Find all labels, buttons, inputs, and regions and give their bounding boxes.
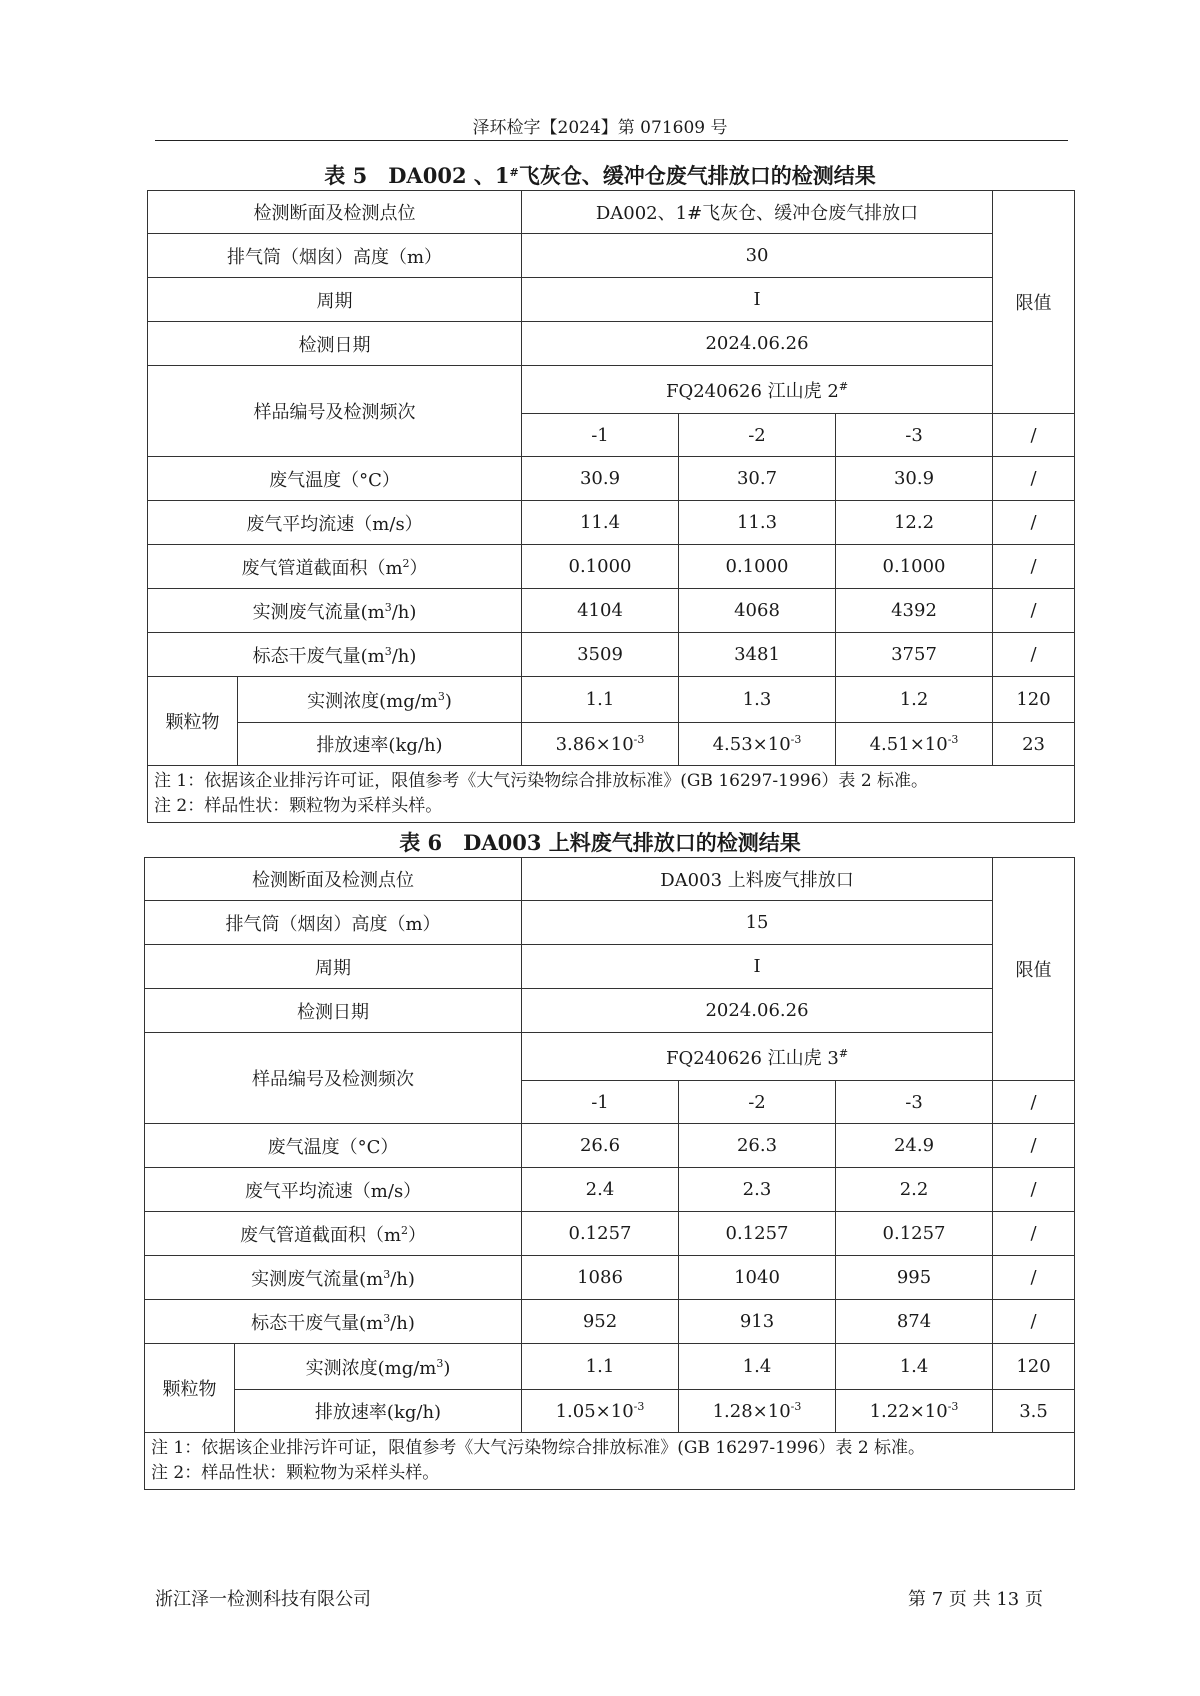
caption-text: 表 6 DA003 上料废气排放口的检测结果 <box>399 830 801 855</box>
table-row <box>148 545 1075 589</box>
temp-1: 26.6 <box>522 1124 679 1168</box>
table-notes <box>148 766 1075 823</box>
conc-3: 1.4 <box>836 1344 993 1390</box>
rate-base: 4.53×10 <box>712 733 791 755</box>
document-number: 泽环检字【2024】第 071609 号 <box>472 118 728 138</box>
table-row <box>145 945 1075 989</box>
std-flow-1: 952 <box>522 1300 679 1344</box>
table-row <box>148 501 1075 545</box>
label-limit: 限值 <box>993 191 1075 414</box>
rate-1 <box>522 1390 679 1433</box>
limit-slash: / <box>993 589 1075 633</box>
value-sample <box>522 366 993 414</box>
table-row <box>145 1390 1075 1433</box>
label-rate: 排放速率(kg/h) <box>238 723 522 766</box>
sample-id: FQ240626 江山虎 3 <box>665 1047 839 1069</box>
velocity-1: 2.4 <box>522 1168 679 1212</box>
sample-id: FQ240626 江山虎 2 <box>665 380 839 402</box>
limit-slash: / <box>993 545 1075 589</box>
table-row <box>145 858 1075 901</box>
note-2: 注 2：样品性状：颗粒物为采样头样。 <box>151 1463 440 1483</box>
limit-slash: / <box>993 1168 1075 1212</box>
table-row <box>148 723 1075 766</box>
label-point: 检测断面及检测点位 <box>145 858 522 901</box>
conc-sup: 3 <box>436 1356 444 1370</box>
label-flow <box>145 1256 522 1300</box>
flow-1: 4104 <box>522 589 679 633</box>
temp-3: 24.9 <box>836 1124 993 1168</box>
label-area <box>148 545 522 589</box>
area-label-text: 废气管道截面积（m <box>239 1224 402 1246</box>
note-1: 注 1：依据该企业排污许可证，限值参考《大气污染物综合排放标准》(GB 16297-1996）表 2 标准。 <box>154 771 929 791</box>
std-flow-3: 874 <box>836 1300 993 1344</box>
table-notes <box>145 1433 1075 1490</box>
table-row <box>145 1033 1075 1081</box>
std-label-suffix: /h) <box>390 1312 415 1334</box>
velocity-3: 12.2 <box>836 501 993 545</box>
rate-2 <box>679 1390 836 1433</box>
std-label-text: 标态干废气量(m <box>252 645 385 667</box>
temp-1: 30.9 <box>522 457 679 501</box>
label-rate: 排放速率(kg/h) <box>235 1390 522 1433</box>
freq-3: -3 <box>836 414 993 457</box>
note-1: 注 1：依据该企业排污许可证，限值参考《大气污染物综合排放标准》(GB 16297-1996）表 2 标准。 <box>151 1438 926 1458</box>
rate-base: 3.86×10 <box>555 733 634 755</box>
table-row <box>148 677 1075 723</box>
velocity-2: 11.3 <box>679 501 836 545</box>
rate-exp: -3 <box>790 732 802 746</box>
flow-sup: 3 <box>384 600 392 614</box>
rate-base: 1.05×10 <box>555 1400 634 1422</box>
label-flow <box>148 589 522 633</box>
label-point: 检测断面及检测点位 <box>148 191 522 234</box>
rate-3 <box>836 723 993 766</box>
label-conc <box>235 1344 522 1390</box>
label-date: 检测日期 <box>145 989 522 1033</box>
label-temp: 废气温度（°C） <box>145 1124 522 1168</box>
limit-slash: / <box>993 457 1075 501</box>
value-point: DA003 上料废气排放口 <box>522 858 993 901</box>
label-particulate: 颗粒物 <box>145 1344 235 1433</box>
table-row <box>148 589 1075 633</box>
conc-label-suffix: ) <box>444 690 452 712</box>
label-conc <box>238 677 522 723</box>
area-label-suffix: ） <box>409 557 428 579</box>
table-row <box>148 457 1075 501</box>
limit-slash: / <box>993 501 1075 545</box>
rate-limit: 23 <box>993 723 1075 766</box>
results-table-6 <box>144 857 1075 1490</box>
table-row <box>145 989 1075 1033</box>
sample-sup: # <box>838 379 849 393</box>
table-row <box>148 366 1075 414</box>
freq-1: -1 <box>522 1081 679 1124</box>
area-label-suffix: ） <box>408 1224 427 1246</box>
area-3: 0.1000 <box>836 545 993 589</box>
label-height: 排气筒（烟囱）高度（m） <box>148 234 522 278</box>
area-2: 0.1000 <box>679 545 836 589</box>
conc-limit: 120 <box>993 677 1075 723</box>
note-2: 注 2：样品性状：颗粒物为采样头样。 <box>154 796 443 816</box>
velocity-2: 2.3 <box>679 1168 836 1212</box>
conc-limit: 120 <box>993 1344 1075 1390</box>
table-row <box>145 1300 1075 1344</box>
conc-1: 1.1 <box>522 677 679 723</box>
freq-1: -1 <box>522 414 679 457</box>
area-3: 0.1257 <box>836 1212 993 1256</box>
header-divider <box>155 140 1068 141</box>
area-label-text: 废气管道截面积（m <box>241 557 403 579</box>
limit-slash: / <box>993 414 1075 457</box>
flow-2: 4068 <box>679 589 836 633</box>
table-row <box>148 322 1075 366</box>
results-table-5 <box>147 190 1075 823</box>
label-temp: 废气温度（°C） <box>148 457 522 501</box>
conc-label-text: 实测浓度(mg/m <box>305 1357 437 1379</box>
conc-3: 1.2 <box>836 677 993 723</box>
std-flow-3: 3757 <box>836 633 993 677</box>
rate-limit: 3.5 <box>993 1390 1075 1433</box>
company-name: 浙江泽一检测科技有限公司 <box>155 1589 371 1610</box>
std-label-text: 标态干废气量(m <box>251 1312 384 1334</box>
value-date: 2024.06.26 <box>522 989 993 1033</box>
std-flow-1: 3509 <box>522 633 679 677</box>
conc-2: 1.3 <box>679 677 836 723</box>
area-sup: 2 <box>401 1223 409 1237</box>
label-std-flow <box>145 1300 522 1344</box>
sample-sup: # <box>838 1046 849 1060</box>
table-row <box>145 1344 1075 1390</box>
caption-text: 表 5 DA002 、1 <box>324 163 510 188</box>
conc-2: 1.4 <box>679 1344 836 1390</box>
area-sup: 2 <box>402 556 410 570</box>
flow-label-text: 实测废气流量(m <box>251 1268 384 1290</box>
label-area <box>145 1212 522 1256</box>
label-velocity: 废气平均流速（m/s） <box>148 501 522 545</box>
rate-exp: -3 <box>947 732 959 746</box>
label-limit: 限值 <box>993 858 1075 1081</box>
rate-exp: -3 <box>633 1399 645 1413</box>
conc-label-text: 实测浓度(mg/m <box>307 690 438 712</box>
area-2: 0.1257 <box>679 1212 836 1256</box>
flow-3: 995 <box>836 1256 993 1300</box>
std-label-suffix: /h) <box>391 645 417 667</box>
table-row <box>145 1212 1075 1256</box>
flow-label-suffix: /h) <box>390 1268 415 1290</box>
std-flow-2: 3481 <box>679 633 836 677</box>
table-row <box>145 901 1075 945</box>
std-sup: 3 <box>383 1311 391 1325</box>
conc-1: 1.1 <box>522 1344 679 1390</box>
freq-2: -2 <box>679 1081 836 1124</box>
table-row <box>145 1256 1075 1300</box>
label-sample: 样品编号及检测频次 <box>148 366 522 457</box>
conc-sup: 3 <box>437 689 445 703</box>
table-row <box>145 1124 1075 1168</box>
table-row <box>148 278 1075 322</box>
flow-sup: 3 <box>383 1267 391 1281</box>
notes-cell <box>145 1433 1075 1490</box>
value-period: I <box>522 278 993 322</box>
freq-3: -3 <box>836 1081 993 1124</box>
flow-2: 1040 <box>679 1256 836 1300</box>
limit-slash: / <box>993 1256 1075 1300</box>
caption-text-suffix: 飞灰仓、缓冲仓废气排放口的检测结果 <box>518 163 876 188</box>
label-period: 周期 <box>148 278 522 322</box>
page-number: 第 7 页 共 13 页 <box>908 1589 1043 1610</box>
rate-3 <box>836 1390 993 1433</box>
limit-slash: / <box>993 1212 1075 1256</box>
notes-cell <box>148 766 1075 823</box>
velocity-1: 11.4 <box>522 501 679 545</box>
flow-label-text: 实测废气流量(m <box>252 601 385 623</box>
table-row <box>148 234 1075 278</box>
area-1: 0.1257 <box>522 1212 679 1256</box>
temp-2: 30.7 <box>679 457 836 501</box>
rate-base: 1.22×10 <box>869 1400 948 1422</box>
rate-1 <box>522 723 679 766</box>
velocity-3: 2.2 <box>836 1168 993 1212</box>
label-height: 排气筒（烟囱）高度（m） <box>145 901 522 945</box>
flow-label-suffix: /h) <box>391 601 417 623</box>
value-sample <box>522 1033 993 1081</box>
table-row <box>145 1168 1075 1212</box>
std-sup: 3 <box>384 644 392 658</box>
flow-3: 4392 <box>836 589 993 633</box>
label-std-flow <box>148 633 522 677</box>
table-row <box>148 191 1075 234</box>
limit-slash: / <box>993 1124 1075 1168</box>
conc-label-suffix: ) <box>443 1357 451 1379</box>
rate-exp: -3 <box>790 1399 802 1413</box>
label-period: 周期 <box>145 945 522 989</box>
temp-3: 30.9 <box>836 457 993 501</box>
limit-slash: / <box>993 1081 1075 1124</box>
temp-2: 26.3 <box>679 1124 836 1168</box>
table-row <box>148 633 1075 677</box>
value-point: DA002、1#飞灰仓、缓冲仓废气排放口 <box>522 191 993 234</box>
label-particulate: 颗粒物 <box>148 677 238 766</box>
table-5-caption <box>0 160 1200 190</box>
value-height: 15 <box>522 901 993 945</box>
label-sample: 样品编号及检测频次 <box>145 1033 522 1124</box>
rate-base: 1.28×10 <box>712 1400 791 1422</box>
value-period: I <box>522 945 993 989</box>
area-1: 0.1000 <box>522 545 679 589</box>
rate-exp: -3 <box>633 732 645 746</box>
rate-exp: -3 <box>947 1399 959 1413</box>
limit-slash: / <box>993 633 1075 677</box>
rate-base: 4.51×10 <box>869 733 948 755</box>
limit-slash: / <box>993 1300 1075 1344</box>
value-date: 2024.06.26 <box>522 322 993 366</box>
caption-sup: # <box>509 166 519 179</box>
freq-2: -2 <box>679 414 836 457</box>
table-6-caption <box>0 827 1200 857</box>
rate-2 <box>679 723 836 766</box>
flow-1: 1086 <box>522 1256 679 1300</box>
label-date: 检测日期 <box>148 322 522 366</box>
value-height: 30 <box>522 234 993 278</box>
std-flow-2: 913 <box>679 1300 836 1344</box>
label-velocity: 废气平均流速（m/s） <box>145 1168 522 1212</box>
